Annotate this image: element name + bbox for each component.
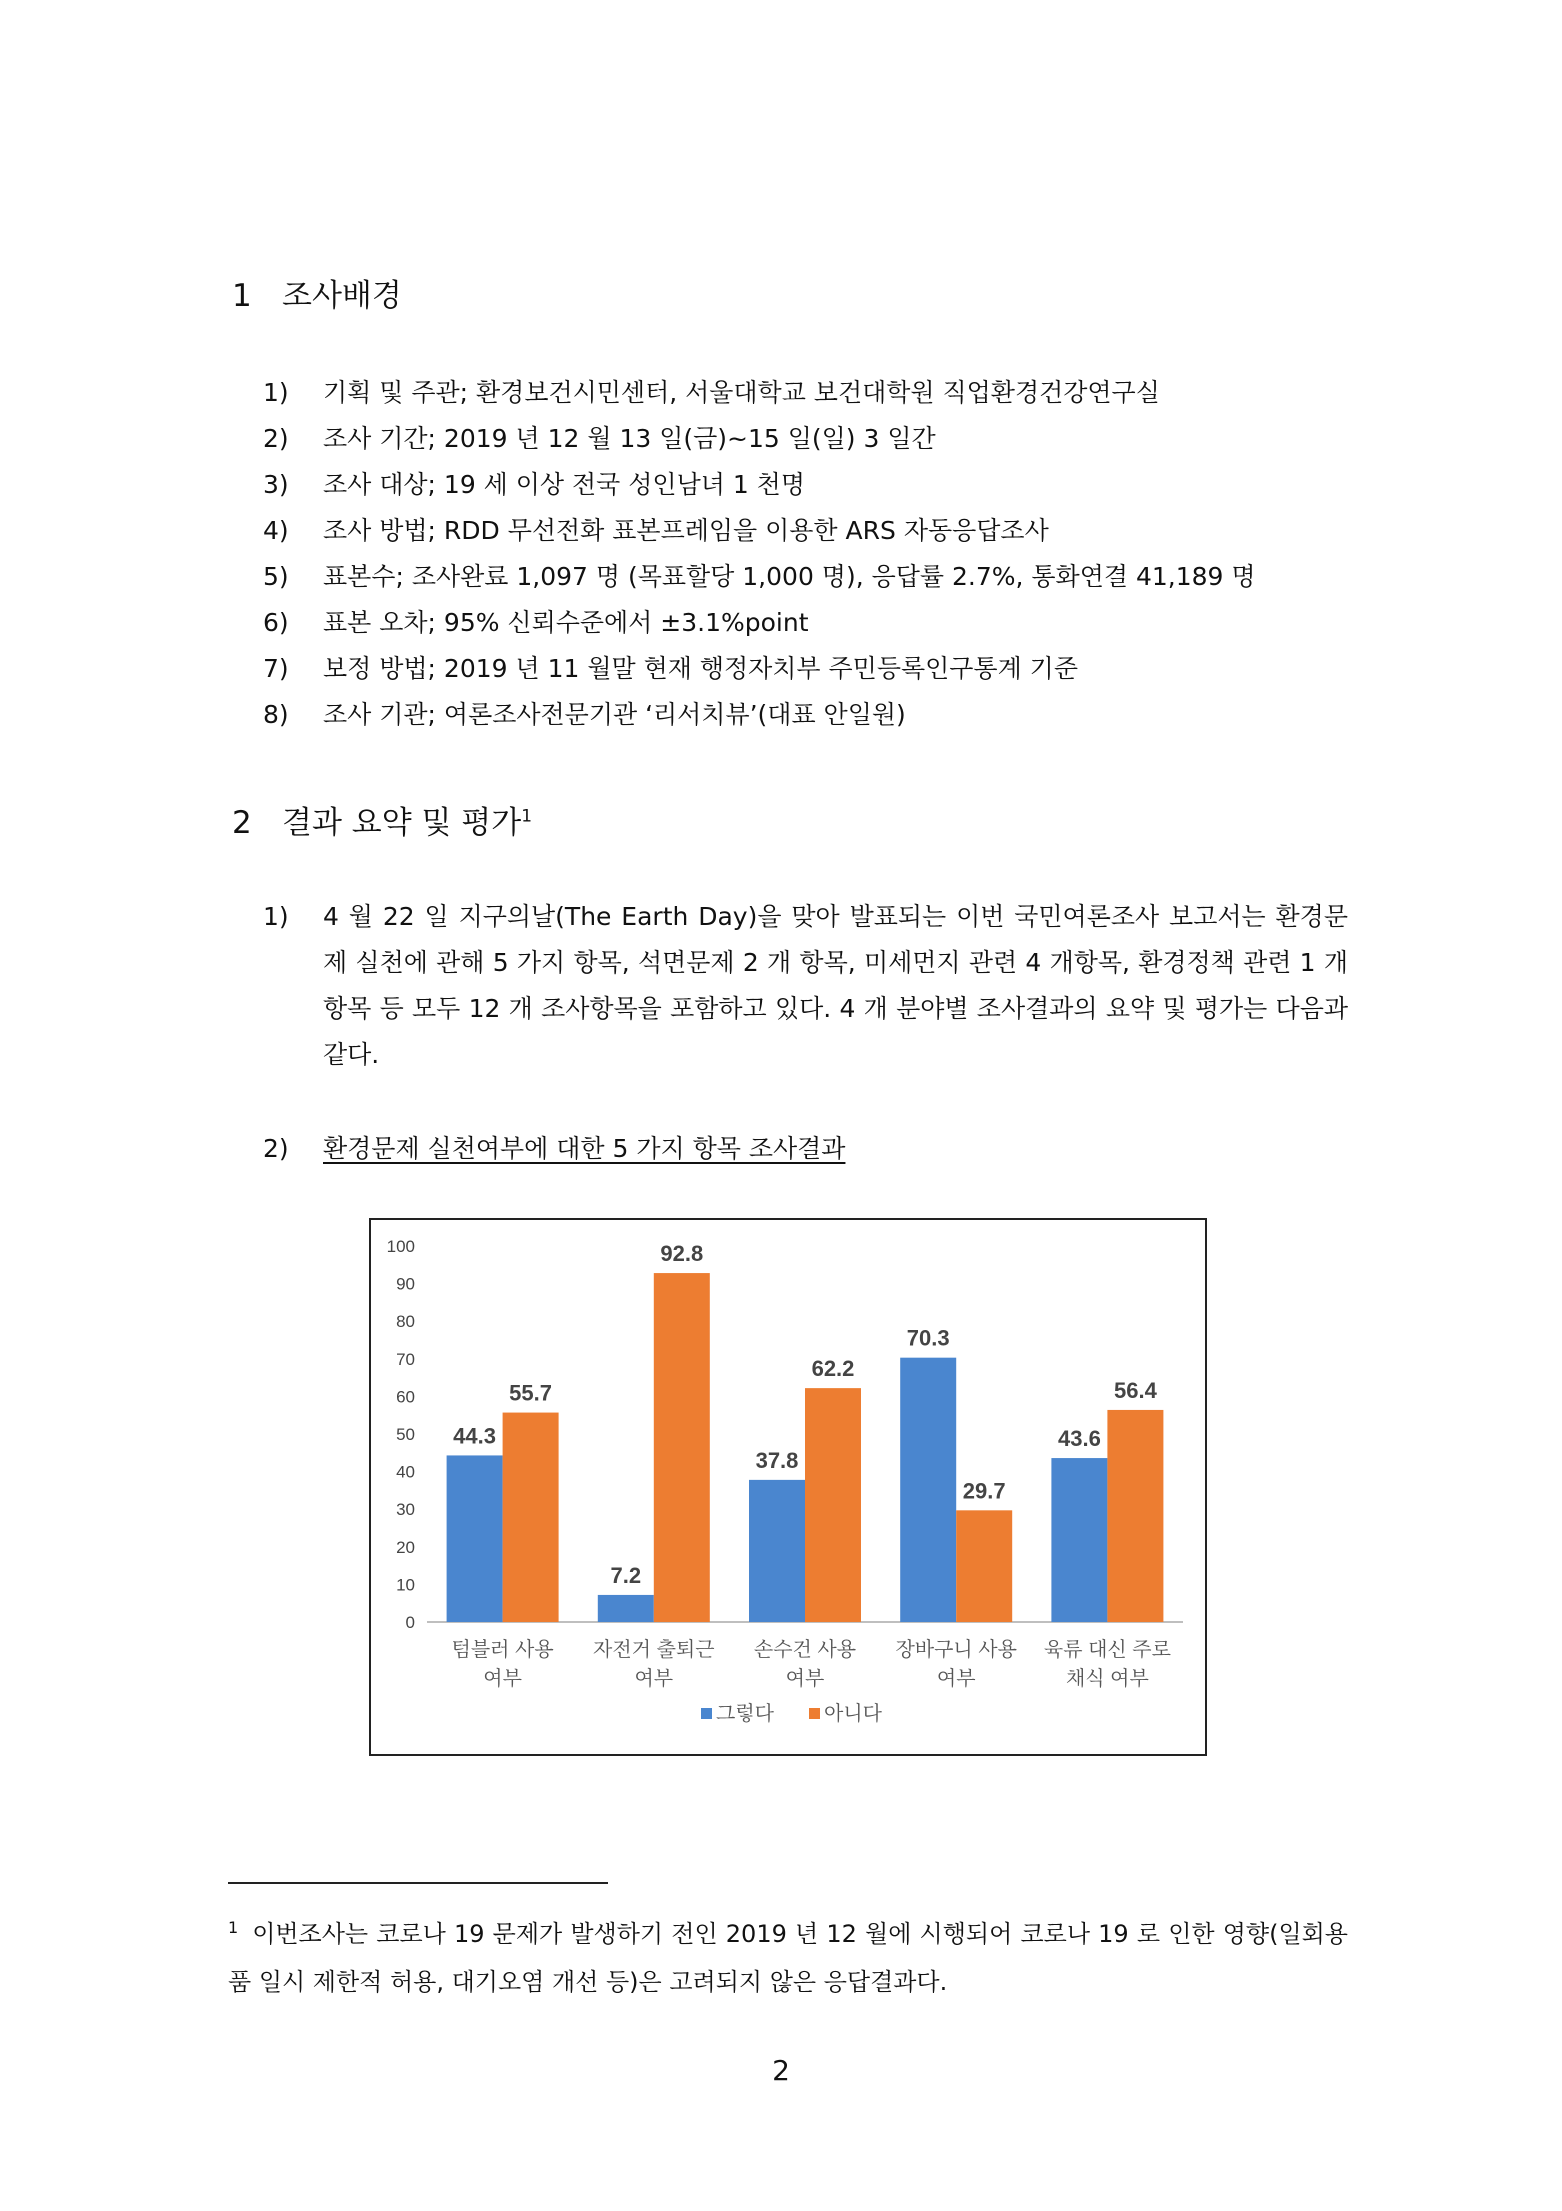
bar-chart-frame: [369, 1218, 1207, 1756]
section-2-heading: [232, 797, 532, 842]
section-1-heading: [232, 270, 402, 315]
data-label: 55.7: [509, 1380, 553, 1406]
x-tick-label: 여부: [634, 1668, 674, 1690]
data-label: 44.3: [453, 1423, 497, 1449]
y-tick-label: 40: [396, 1462, 415, 1482]
y-tick-label: 100: [386, 1237, 415, 1256]
section-1-number: 1: [232, 278, 252, 314]
legend-label: 그렇다: [716, 1703, 774, 1725]
section-2-title: 결과 요약 및 평가: [282, 805, 522, 841]
paragraph-number: 1): [263, 902, 289, 931]
survey-background-list: [263, 370, 1256, 738]
data-label: 92.8: [660, 1241, 704, 1267]
page-number: 2: [772, 2054, 790, 2087]
x-tick-label: 여부: [936, 1668, 976, 1690]
bar: [805, 1388, 861, 1622]
list-item: [263, 416, 1256, 462]
footnote-divider: [228, 1882, 608, 1884]
bar: [1051, 1458, 1107, 1622]
legend-label: 아니다: [824, 1703, 882, 1725]
y-tick-label: 30: [396, 1500, 415, 1520]
item-text: 보정 방법; 2019 년 11 월말 현재 행정자치부 주민등록인구통계 기준: [323, 654, 1078, 683]
bar: [956, 1510, 1012, 1622]
bar: [598, 1595, 654, 1622]
bar-chart: [371, 1220, 1205, 1754]
legend-swatch: [701, 1708, 712, 1719]
y-tick-label: 90: [396, 1274, 415, 1294]
y-tick-label: 20: [396, 1537, 415, 1557]
data-label: 62.2: [811, 1356, 855, 1382]
bar: [749, 1480, 805, 1622]
bar: [900, 1358, 956, 1622]
item-text: 기획 및 주관; 환경보건시민센터, 서울대학교 보건대학원 직업환경건강연구실: [323, 378, 1160, 407]
x-tick-label: 여부: [483, 1668, 522, 1690]
x-tick-label: 채식 여부: [1065, 1668, 1149, 1690]
item-text: 조사 기관; 여론조사전문기관 ‘리서치뷰’(대표 안일원): [323, 700, 906, 729]
bar: [1107, 1410, 1163, 1622]
list-item: [263, 646, 1256, 692]
item-text: 조사 대상; 19 세 이상 전국 성인남녀 1 천명: [323, 470, 805, 499]
section-2-number: 2: [232, 805, 252, 841]
list-item: [263, 508, 1256, 554]
footnote-marker: 1: [228, 1918, 239, 1937]
y-tick-label: 50: [396, 1425, 415, 1444]
item-text: 표본수; 조사완료 1,097 명 (목표할당 1,000 명), 응답률 2.7%, 통화연결 41,189 명: [323, 562, 1256, 591]
section-1-title: 조사배경: [282, 278, 402, 314]
chart-caption: [263, 1126, 845, 1172]
list-item: [263, 370, 1256, 416]
list-item: [263, 600, 1256, 646]
data-label: 56.4: [1113, 1377, 1157, 1403]
list-item: [263, 462, 1256, 508]
bar: [447, 1455, 503, 1622]
caption-text: 환경문제 실천여부에 대한 5 가지 항목 조사결과: [323, 1134, 846, 1163]
x-tick-label: 손수건 사용: [753, 1639, 857, 1661]
y-tick-label: 80: [396, 1312, 415, 1332]
summary-paragraph: [263, 894, 1348, 1078]
item-number: 2): [263, 424, 289, 453]
item-number: 7): [263, 654, 289, 683]
item-text: 조사 기간; 2019 년 12 월 13 일(금)~15 일(일) 3 일간: [323, 424, 936, 453]
bar: [654, 1273, 710, 1622]
item-number: 1): [263, 378, 289, 407]
item-text: 표본 오차; 95% 신뢰수준에서 ±3.1%point: [323, 608, 809, 637]
bar: [503, 1413, 559, 1622]
x-tick-label: 육류 대신 주로: [1043, 1639, 1171, 1661]
legend-swatch: [809, 1708, 820, 1719]
item-text: 조사 방법; RDD 무선전화 표본프레임을 이용한 ARS 자동응답조사: [323, 516, 1049, 545]
item-number: 3): [263, 470, 289, 499]
item-number: 5): [263, 562, 289, 591]
y-tick-label: 70: [396, 1349, 415, 1369]
data-label: 7.2: [610, 1562, 642, 1588]
y-tick-label: 60: [396, 1387, 415, 1407]
item-number: 8): [263, 700, 289, 729]
caption-number: 2): [263, 1134, 289, 1163]
paragraph-text: 4 월 22 일 지구의날(The Earth Day)을 맞아 발표되는 이번 국민여론조사 보고서는 환경문제 실천에 관해 5 가지 항목, 석면문제 2 개 항목, 미세먼지 관련 4 개항목, 환경정책 관련 1 개 항목 등 모두 12 개 조사항목을 포함하고 있다. 4 개 분야별 조사결과의 요약 및 평가는 다음과 같다.: [323, 902, 1348, 1069]
x-tick-label: 텀블러 사용: [451, 1639, 554, 1661]
data-label: 43.6: [1057, 1426, 1101, 1452]
x-tick-label: 여부: [785, 1668, 825, 1690]
list-item: [263, 554, 1256, 600]
y-tick-label: 0: [405, 1613, 415, 1632]
footnote: [228, 1910, 1348, 2006]
footnote-reference[interactable]: 1: [521, 806, 533, 827]
y-tick-label: 10: [396, 1575, 415, 1595]
item-number: 4): [263, 516, 289, 545]
x-tick-label: 자전거 출퇴근: [593, 1639, 715, 1661]
footnote-text: 이번조사는 코로나 19 문제가 발생하기 전인 2019 년 12 월에 시행되어 코로나 19 로 인한 영향(일회용품 일시 제한적 허용, 대기오염 개선 등)은 고려되지 않은 응답결과다.: [228, 1920, 1348, 1996]
data-label: 37.8: [755, 1447, 799, 1473]
data-label: 70.3: [906, 1325, 950, 1351]
list-item: [263, 692, 1256, 738]
x-tick-label: 장바구니 사용: [895, 1639, 1017, 1661]
data-label: 29.7: [962, 1478, 1006, 1504]
item-number: 6): [263, 608, 289, 637]
